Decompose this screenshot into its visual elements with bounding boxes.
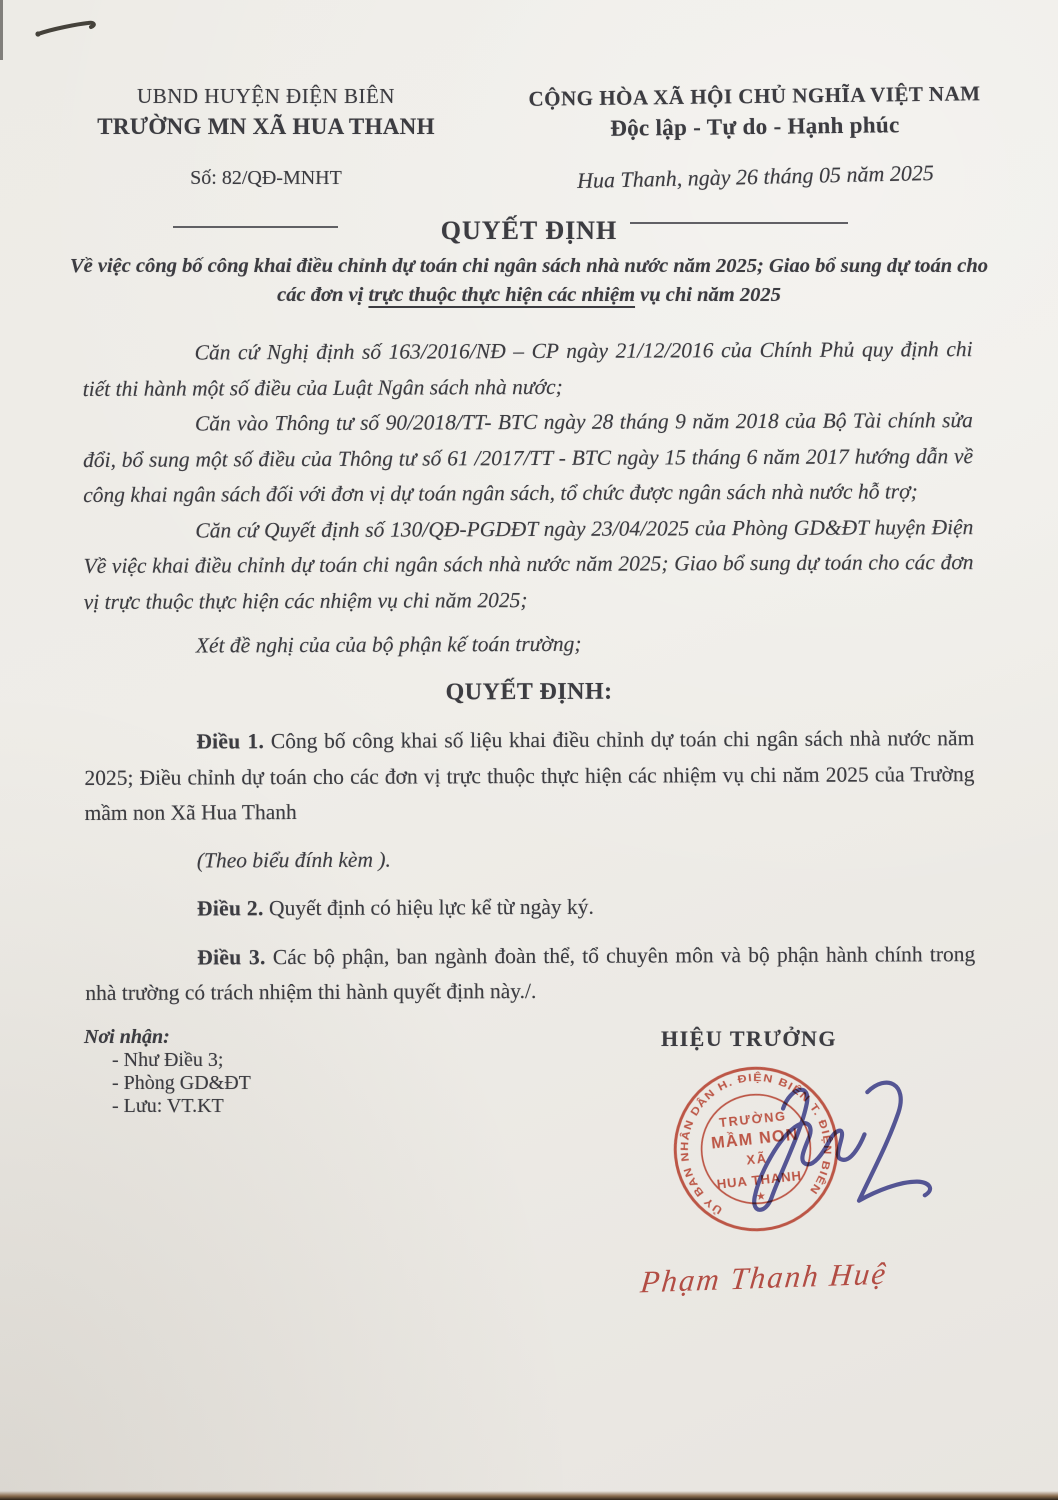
header-left-underline — [173, 226, 338, 228]
article-2-text: Quyết định có hiệu lực kể từ ngày ký. — [263, 894, 594, 921]
recital-2: Căn vào Thông tư số 90/2018/TT- BTC ngày 28 tháng 9 năm 2018 của Bộ Tài chính sửa đổi, bổ sung một số điều của Thông tư số 61 /2017/TT - BTC ngày 15 tháng 6 năm 2017 hướng dẫn về công khai ngân sách đối với đơn vị dự toán ngân sách, tổ chức được ngân sách nhà nước hỗ trợ; — [83, 408, 974, 507]
recipient-item-1: - Như Điều 3; — [112, 1048, 224, 1071]
signer-name: Phạm Thanh Huệ — [638, 1255, 890, 1299]
recital-4: Xét đề nghị của của bộ phận kế toán trường; — [195, 631, 582, 658]
signature-block — [524, 1026, 974, 1352]
document-footer — [84, 1026, 974, 1352]
signature-stroke-1 — [745, 1086, 868, 1210]
recipients-heading: Nơi nhận: — [84, 1025, 170, 1048]
article-1 — [84, 721, 974, 831]
page-left-edge-shadow — [0, 0, 3, 60]
document-number: Số: 82/QĐ-MNHT — [190, 167, 342, 189]
stamp-star-icon: ★ — [755, 1189, 767, 1203]
stamp-center-line3: XÃ — [745, 1149, 769, 1167]
recital-3: Căn cứ Quyết định số 130/QĐ-PGDĐT ngày 23/04/2025 của Phòng GD&ĐT huyện Điện Về việc khai điều chỉnh dự toán chi ngân sách nhà nước năm 2025; Giao bổ sung dự toán cho các đơn vị trực thuộc thực hiện các nhiệm vụ chi năm 2025; — [83, 514, 974, 614]
stamp-ring-text: ỦY BAN NHÂN DÂN H. ĐIỆN BIÊN T. ĐIỆN BIÊN — [678, 1071, 834, 1216]
parent-agency: UBND HUYỆN ĐIỆN BIÊN — [137, 84, 395, 108]
article-3-text: Các bộ phận, ban ngành đoàn thể, tổ chuyên môn và bộ phận hành chính trong nhà trường có trách nhiệm thi hành quyết định này./. — [85, 941, 976, 1005]
subtitle-underlined: trực thuộc thực hiện các nhiệm — [368, 284, 636, 306]
school-name: TRƯỜNG MN XÃ HUA THANH — [97, 114, 435, 139]
decision-heading: QUYẾT ĐỊNH: — [445, 678, 613, 705]
national-header-block — [491, 81, 1018, 193]
signature-stroke-2 — [853, 1080, 931, 1200]
issuing-agency-block — [40, 84, 492, 190]
national-motto-line1: CỘNG HÒA XÃ HỘI CHỦ NGHĨA VIỆT NAM — [528, 81, 981, 111]
recipient-item-2: - Phòng GD&ĐT — [112, 1071, 251, 1094]
document-body — [83, 332, 976, 1011]
recital-1: Căn cứ Nghị định số 163/2016/NĐ – CP ngày 21/12/2016 của Chính Phủ quy định chi tiết thi hành một số điều của Luật Ngân sách nhà nước; — [82, 337, 973, 401]
recipient-item-3: - Lưu: VT.KT — [112, 1094, 224, 1117]
page-bottom-edge — [0, 1491, 1058, 1500]
article-3 — [85, 937, 975, 1012]
article-2-label: Điều 2. — [196, 896, 264, 921]
document-subtitle — [64, 252, 994, 310]
stamp-center-line2: MẦM NON — [710, 1124, 800, 1152]
subtitle-part1: Về việc công bố công khai điều chỉnh dự toán chi ngân sách nhà nước năm 2025; Giao bổ sung dự toán cho các đơn vị — [69, 255, 989, 306]
stamp-center-line1: TRƯỜNG — [718, 1107, 788, 1130]
document-header — [0, 0, 1058, 194]
stamp-center-line4: HUA THANH — [716, 1167, 803, 1192]
article-1-label: Điều 1. — [196, 729, 265, 754]
attachment-note: (Theo biểu đính kèm ). — [196, 847, 391, 872]
article-3-label: Điều 3. — [197, 944, 266, 969]
article-2 — [85, 888, 975, 927]
subtitle-part2: vụ chi năm 2025 — [635, 284, 781, 306]
handwritten-signature — [718, 1066, 947, 1222]
signer-role: HIỆU TRƯỞNG — [660, 1025, 838, 1051]
recipients-block — [84, 1026, 524, 1352]
document-title: QUYẾT ĐỊNH — [440, 216, 618, 245]
sign-area — [524, 1052, 974, 1352]
national-motto-line2: Độc lập - Tự do - Hạnh phúc — [610, 112, 900, 141]
place-and-date: Hua Thanh, ngày 26 tháng 05 năm 2025 — [576, 159, 935, 194]
pen-mark — [28, 12, 108, 46]
header-right-underline — [630, 222, 848, 224]
article-1-text: Công bố công khai số liệu khai điều chỉnh dự toán chi ngân sách nhà nước năm 2025; Điều chỉnh dự toán cho các đơn vị trực thuộc thực hiện các nhiệm vụ chi năm 2025 của Trường mầm non Xã Hua Thanh — [84, 726, 975, 825]
